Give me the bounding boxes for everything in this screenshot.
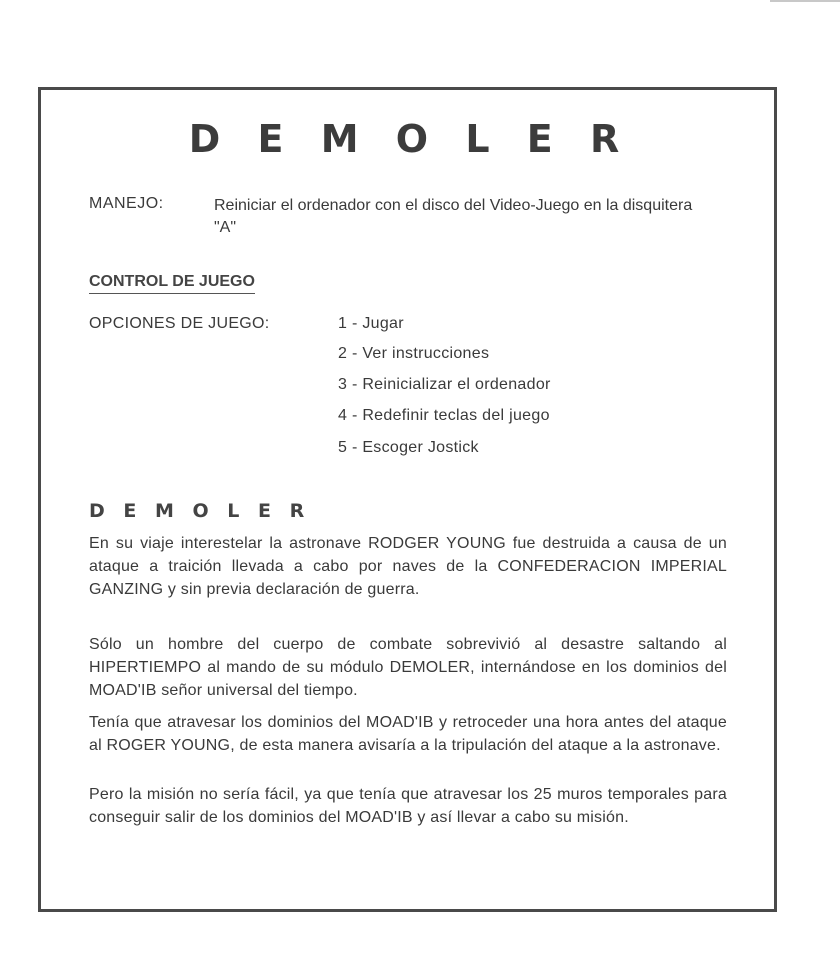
story-paragraph: Tenía que atravesar los dominios del MOAD'IB y retroceder una hora antes del ataque al ROGER YOUNG, de esta manera avisaría a la tripulación del ataque a la astronave. — [89, 714, 727, 754]
option-item: 5 - Escoger Jostick — [338, 439, 479, 456]
option-item: 2 - Ver instrucciones — [338, 345, 490, 362]
option-item: 1 - Jugar — [338, 315, 404, 332]
manejo-text: Reiniciar el ordenador con el disco del Video-Juego en la disquitera "A" — [214, 197, 693, 236]
options-label: OPCIONES DE JUEGO: — [89, 315, 270, 332]
control-heading: CONTROL DE JUEGO — [89, 273, 255, 294]
option-item: 3 - Reinicializar el ordenador — [338, 376, 551, 393]
story-heading: D E M O L E R — [89, 500, 311, 522]
page-corner-line — [770, 0, 840, 2]
manejo-label: MANEJO: — [89, 195, 164, 212]
story-paragraph: Sólo un hombre del cuerpo de combate sobrevivió al desastre saltando al HIPERTIEMPO al mando de su módulo DEMOLER, internándose en los dominios del MOAD'IB señor universal del tiempo. — [89, 636, 727, 699]
page-title: D E M O L E R — [188, 117, 632, 161]
story-paragraph: En su viaje interestelar la astronave RODGER YOUNG fue destruida a causa de un ataque a traición llevada a cabo por naves de la CONFEDERACION IMPERIAL GANZING y sin previa declaración de guerra. — [89, 535, 727, 598]
story-paragraph: Pero la misión no sería fácil, ya que tenía que atravesar los 25 muros temporales para conseguir salir de los dominios del MOAD'IB y así llevar a cabo su misión. — [89, 786, 727, 826]
option-item: 4 - Redefinir teclas del juego — [338, 407, 550, 424]
